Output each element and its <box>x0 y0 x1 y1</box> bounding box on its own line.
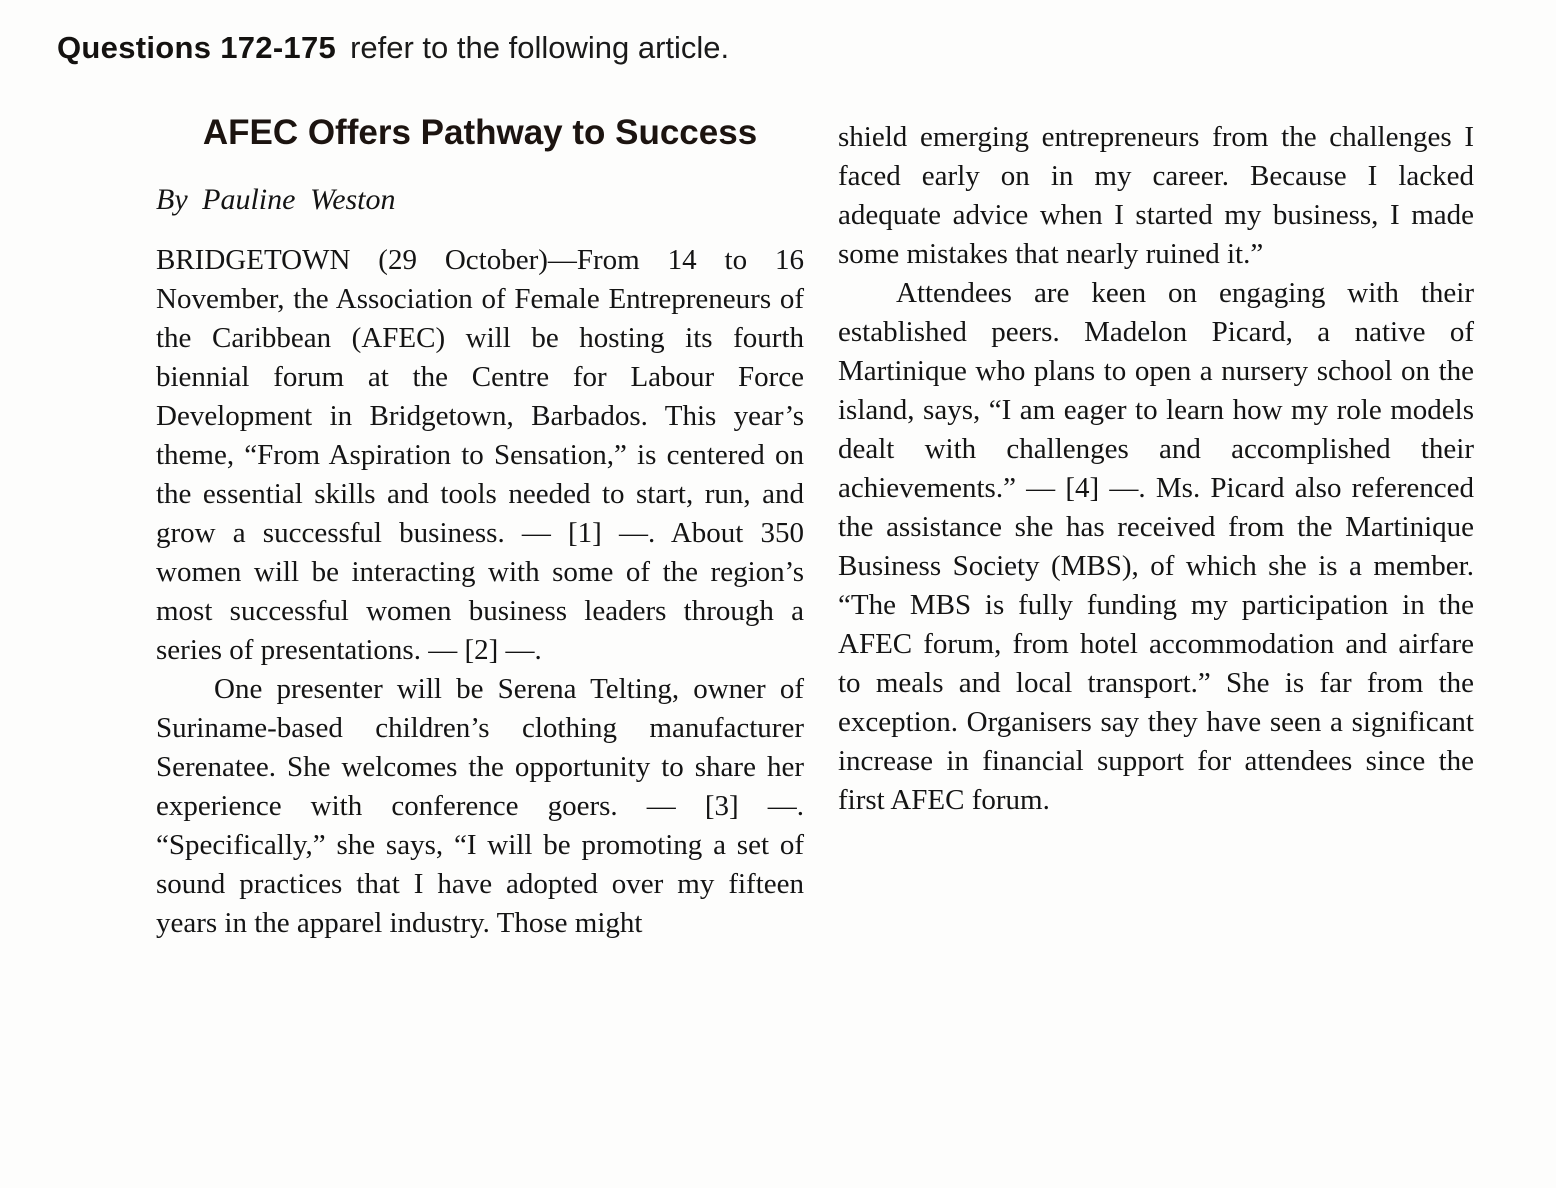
questions-instruction: refer to the following article. <box>350 30 730 65</box>
paragraph-2-start: One presenter will be Serena Telting, owner of Suriname-based children’s clothing manufacturer Serenatee. She welcomes the opportunity to share her experience with conference goers. — [3] —. “Specifically,” she says, “I will be promoting a set of sound practices that I have adopted over my fifteen years in the apparel industry. Those might <box>156 673 804 939</box>
article-columns <box>156 112 1474 943</box>
paragraph-2-end: shield emerging entrepreneurs from the challenges I faced early on in my career. Because I lacked adequate advice when I started my business, I made some mistakes that nearly ruined it.” <box>838 121 1474 270</box>
paragraph-1: BRIDGETOWN (29 October)—From 14 to 16 November, the Association of Female Entrepreneurs of the Caribbean (AFEC) will be hosting its fourth biennial forum at the Centre for Labour Force Development in Bridgetown, Barbados. This year’s theme, “From Aspiration to Sensation,” is centered on the essential skills and tools needed to start, run, and grow a successful business. — [1] —. About 350 women will be interacting with some of the region’s most successful women business leaders through a series of presentations. — [2] —. <box>156 244 804 666</box>
paragraph-3: Attendees are keen on engaging with their established peers. Madelon Picard, a native of Martinique who plans to open a nursery school on the island, says, “I am eager to learn how my role models dealt with challenges and accomplished their achievements.” — [4] —. Ms. Picard also referenced the assistance she has received from the Martinique Business Society (MBS), of which she is a member. “The MBS is fully funding my participation in the AFEC forum, from hotel accommodation and airfare to meals and local transport.” She is far from the exception. Organisers say they have seen a significant increase in financial support for attendees since the first AFEC forum. <box>838 277 1474 816</box>
questions-header <box>57 30 729 66</box>
article-title: AFEC Offers Pathway to Success <box>202 113 758 152</box>
questions-range: Questions 172-175 <box>57 30 337 65</box>
article-byline: By Pauline Weston <box>156 183 396 216</box>
article-column-right <box>838 112 1474 943</box>
article-column-left <box>156 112 804 943</box>
